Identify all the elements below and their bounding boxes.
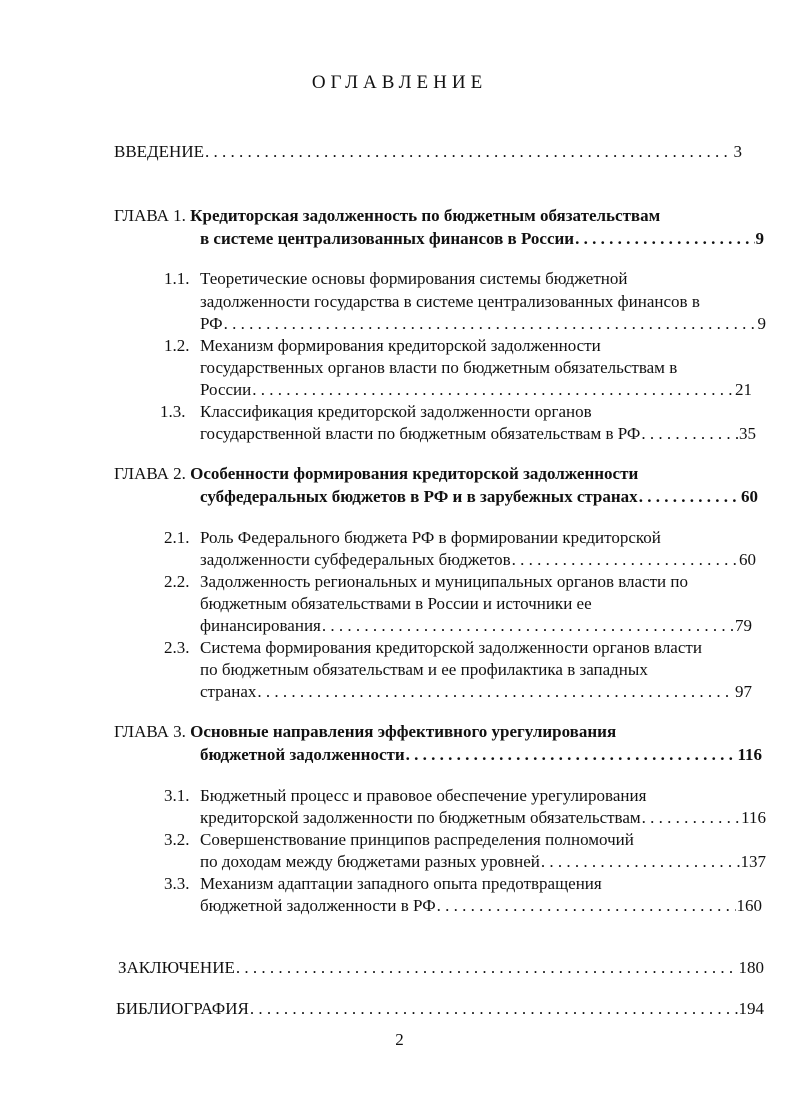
toc-section-2-1-line2[interactable] <box>200 549 756 571</box>
toc-section-2-1-line1[interactable]: Роль Федерального бюджета РФ в формировании кредиторской <box>200 528 661 547</box>
toc-chapter-3-line2[interactable] <box>200 744 762 766</box>
leader-dots <box>641 423 738 445</box>
toc-label: по доходам между бюджетами разных уровней <box>200 852 540 871</box>
leader-dots <box>322 615 734 637</box>
leader-dots <box>642 807 740 829</box>
leader-dots <box>224 313 757 335</box>
toc-section-1-2-line1[interactable]: Механизм формирования кредиторской задолженности <box>200 336 601 355</box>
chapter-title-line2: в системе централизованных финансов в России <box>200 229 575 248</box>
toc-page-number: 180 <box>738 958 764 977</box>
toc-section-3-2-line2[interactable] <box>200 851 766 873</box>
section-number: 2.3. <box>164 638 190 657</box>
toc-label: кредиторской задолженности по бюджетным обязательствам <box>200 808 641 827</box>
toc-label: БИБЛИОГРАФИЯ <box>116 999 249 1018</box>
toc-section-3-1-line1[interactable]: Бюджетный процесс и правовое обеспечение урегулирования <box>200 786 647 805</box>
toc-section-3-2-line1[interactable]: Совершенствование принципов распределения полномочий <box>200 830 634 849</box>
toc-page-number: 116 <box>741 808 766 827</box>
toc-section-1-1-line3[interactable] <box>200 313 766 335</box>
toc-label: РФ <box>200 314 223 333</box>
chapter-prefix: ГЛАВА 3. <box>114 722 186 741</box>
section-number: 1.1. <box>164 269 190 288</box>
leader-dots <box>512 549 738 571</box>
toc-section-2-3-line1[interactable]: Система формирования кредиторской задолженности органов власти <box>200 638 702 657</box>
toc-page-number: 9 <box>755 229 764 248</box>
section-number: 1.3. <box>160 402 186 421</box>
toc-label: задолженности субфедеральных бюджетов <box>200 550 511 569</box>
leader-dots <box>250 998 738 1020</box>
chapter-title-line1: Основные направления эффективного урегулирования <box>190 722 617 741</box>
leader-dots <box>575 228 754 250</box>
toc-page-number: 21 <box>735 380 752 399</box>
toc-page-number: 35 <box>739 424 756 443</box>
section-number: 3.1. <box>164 786 190 805</box>
toc-section-1-2-line2: государственных органов власти по бюджетным обязательствам в <box>200 358 678 377</box>
toc-section-2-2-line2: бюджетным обязательствами в России и источники ее <box>200 594 592 613</box>
toc-label: России <box>200 380 252 399</box>
section-number: 2.1. <box>164 528 190 547</box>
toc-page-number: 137 <box>740 852 766 871</box>
toc-title: ОГЛАВЛЕНИЕ <box>311 72 488 93</box>
toc-page-number: 60 <box>741 487 758 506</box>
toc-section-2-3-line3[interactable] <box>200 681 752 703</box>
chapter-title-line1: Кредиторская задолженность по бюджетным обязательствам <box>190 206 661 225</box>
toc-entry-intro[interactable] <box>114 141 742 163</box>
toc-page-number: 194 <box>738 999 764 1018</box>
toc-chapter-2[interactable] <box>114 463 638 485</box>
toc-label: бюджетной задолженности в РФ <box>200 896 436 915</box>
section-number: 3.3. <box>164 874 190 893</box>
toc-label: ВВЕДЕНИЕ <box>114 142 204 161</box>
toc-chapter-1[interactable] <box>114 205 660 227</box>
chapter-title-line2: бюджетной задолженности <box>200 745 405 764</box>
toc-section-1-3-line1[interactable]: Классификация кредиторской задолженности органов <box>200 402 592 421</box>
toc-section-3-3-line2[interactable] <box>200 895 762 917</box>
page-number: 2 <box>395 1030 404 1049</box>
toc-label: странах <box>200 682 257 701</box>
toc-entry-bibliography[interactable] <box>116 998 764 1020</box>
toc-page-number: 79 <box>735 616 752 635</box>
leader-dots <box>437 895 736 917</box>
toc-label: ЗАКЛЮЧЕНИЕ <box>118 958 235 977</box>
toc-label: государственной власти по бюджетным обязательствам в РФ <box>200 424 641 443</box>
toc-entry-conclusion[interactable] <box>118 957 764 979</box>
chapter-title-line1: Особенности формирования кредиторской задолженности <box>190 464 639 483</box>
leader-dots <box>205 141 733 163</box>
leader-dots <box>252 379 734 401</box>
toc-section-1-1-line1[interactable]: Теоретические основы формирования системы бюджетной <box>200 269 628 288</box>
leader-dots <box>236 957 738 979</box>
chapter-prefix: ГЛАВА 1. <box>114 206 186 225</box>
toc-chapter-3[interactable] <box>114 721 616 743</box>
toc-page-number: 60 <box>739 550 756 569</box>
toc-page-number: 97 <box>735 682 752 701</box>
toc-page-number: 116 <box>737 745 762 764</box>
section-number: 2.2. <box>164 572 190 591</box>
leader-dots <box>541 851 740 873</box>
toc-section-2-2-line1[interactable]: Задолженность региональных и муниципальных органов власти по <box>200 572 688 591</box>
toc-section-3-1-line2[interactable] <box>200 807 766 829</box>
chapter-prefix: ГЛАВА 2. <box>114 464 186 483</box>
leader-dots <box>406 744 737 766</box>
toc-label: финансирования <box>200 616 321 635</box>
toc-page-number: 9 <box>757 314 766 333</box>
section-number: 1.2. <box>164 336 190 355</box>
chapter-title-line2: субфедеральных бюджетов в РФ и в зарубежных странах <box>200 487 638 506</box>
leader-dots <box>639 486 740 508</box>
toc-section-1-1-line2: задолженности государства в системе централизованных финансов в <box>200 292 700 311</box>
toc-section-3-3-line1[interactable]: Механизм адаптации западного опыта предотвращения <box>200 874 602 893</box>
toc-chapter-2-line2[interactable] <box>200 486 758 508</box>
toc-section-2-3-line2: по бюджетным обязательствам и ее профилактика в западных <box>200 660 648 679</box>
toc-section-2-2-line3[interactable] <box>200 615 752 637</box>
toc-page-number: 3 <box>733 142 742 161</box>
toc-chapter-1-line2[interactable] <box>200 228 764 250</box>
toc-section-1-3-line2[interactable] <box>200 423 756 445</box>
toc-page-number: 160 <box>736 896 762 915</box>
section-number: 3.2. <box>164 830 190 849</box>
leader-dots <box>257 681 734 703</box>
toc-section-1-2-line3[interactable] <box>200 379 752 401</box>
